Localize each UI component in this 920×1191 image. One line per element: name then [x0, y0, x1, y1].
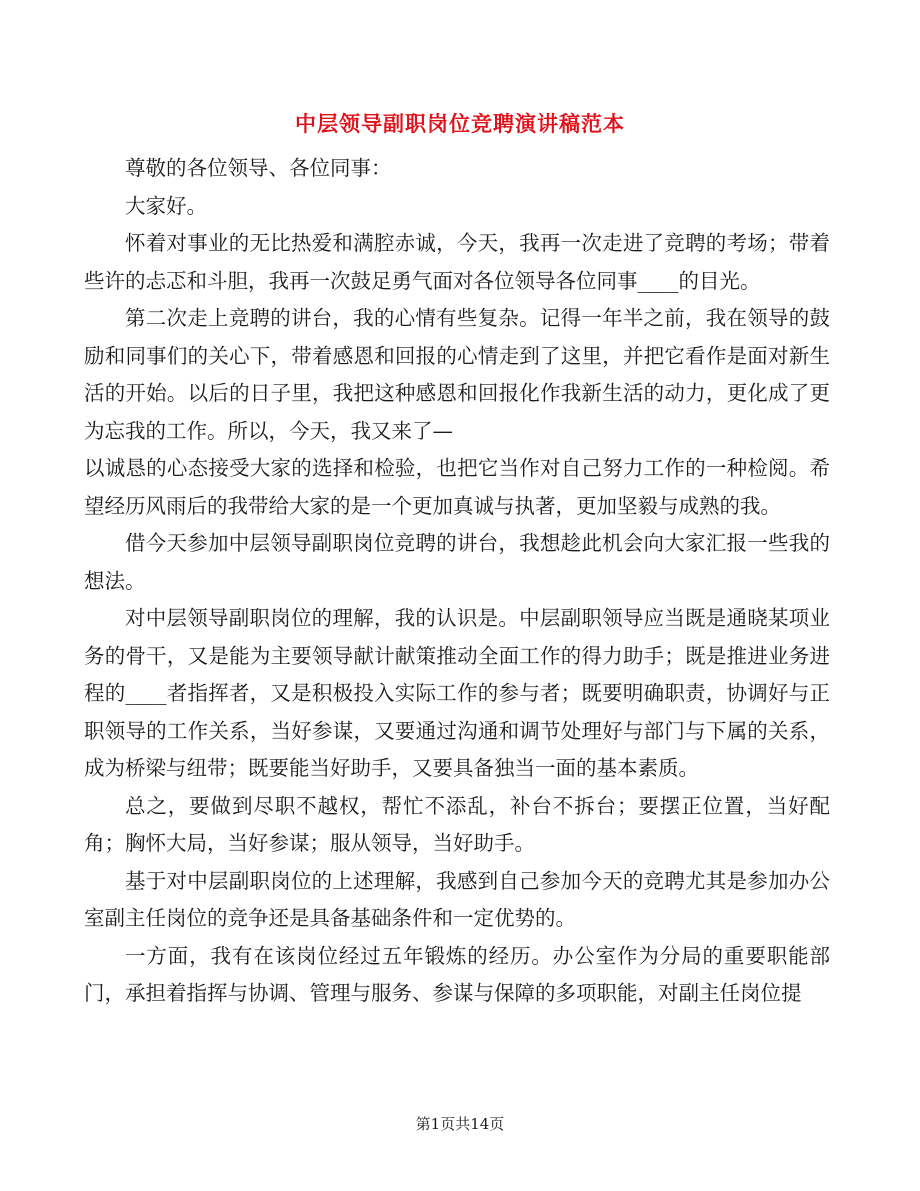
body-paragraph: 总之，要做到尽职不越权，帮忙不添乱，补台不拆台；要摆正位置，当好配角；胸怀大局，当好参谋；服从领导，当好助手。 — [84, 793, 830, 855]
document-body — [84, 150, 830, 1013]
page-number-footer: 第1页共14页 — [415, 1115, 505, 1133]
body-paragraph: 对中层领导副职岗位的理解，我的认识是。中层副职领导应当既是通晓某项业务的骨干，又是能为主要领导献计献策推动全面工作的得力助手；既是推进业务进程的____者指挥者，又是积极投入实际工作的参与者；既要明确职责，协调好与正职领导的工作关系，当好参谋，又要通过沟通和调节处理好与部门与下属的关系，成为桥梁与纽带；既要能当好助手，又要具备独当一面的基本素质。 — [84, 606, 830, 780]
body-paragraph: 怀着对事业的无比热爱和满腔赤诚，今天，我再一次走进了竞聘的考场；带着些许的忐忑和斗胆，我再一次鼓足勇气面对各位领导各位同事____的目光。 — [84, 231, 830, 293]
body-paragraph: 基于对中层副职岗位的上述理解，我感到自己参加今天的竞聘尤其是参加办公室副主任岗位的竞争还是具备基础条件和一定优势的。 — [84, 868, 830, 930]
body-paragraph: 借今天参加中层领导副职岗位竞聘的讲台，我想趁此机会向大家汇报一些我的想法。 — [84, 531, 830, 593]
body-paragraph: 第二次走上竞聘的讲台，我的心情有些复杂。记得一年半之前，我在领导的鼓励和同事们的关心下，带着感恩和回报的心情走到了这里，并把它看作是面对新生活的开始。以后的日子里，我把这种感恩和回报化作我新生活的动力，更化成了更为忘我的工作。所以，今天，我又来了— — [84, 306, 830, 443]
body-paragraph: 以诚恳的心态接受大家的选择和检验，也把它当作对自己努力工作的一种检阅。希望经历风雨后的我带给大家的是一个更加真诚与执著，更加坚毅与成熟的我。 — [84, 456, 830, 518]
greeting-paragraph: 大家好。 — [125, 193, 207, 218]
document-title: 中层领导副职岗位竞聘演讲稿范本 — [295, 111, 625, 136]
salutation-paragraph: 尊敬的各位领导、各位同事： — [125, 156, 392, 180]
body-paragraph: 一方面，我有在该岗位经过五年锻炼的经历。办公室作为分局的重要职能部门，承担着指挥与协调、管理与服务、参谋与保障的多项职能，对副主任岗位提 — [84, 943, 830, 1005]
